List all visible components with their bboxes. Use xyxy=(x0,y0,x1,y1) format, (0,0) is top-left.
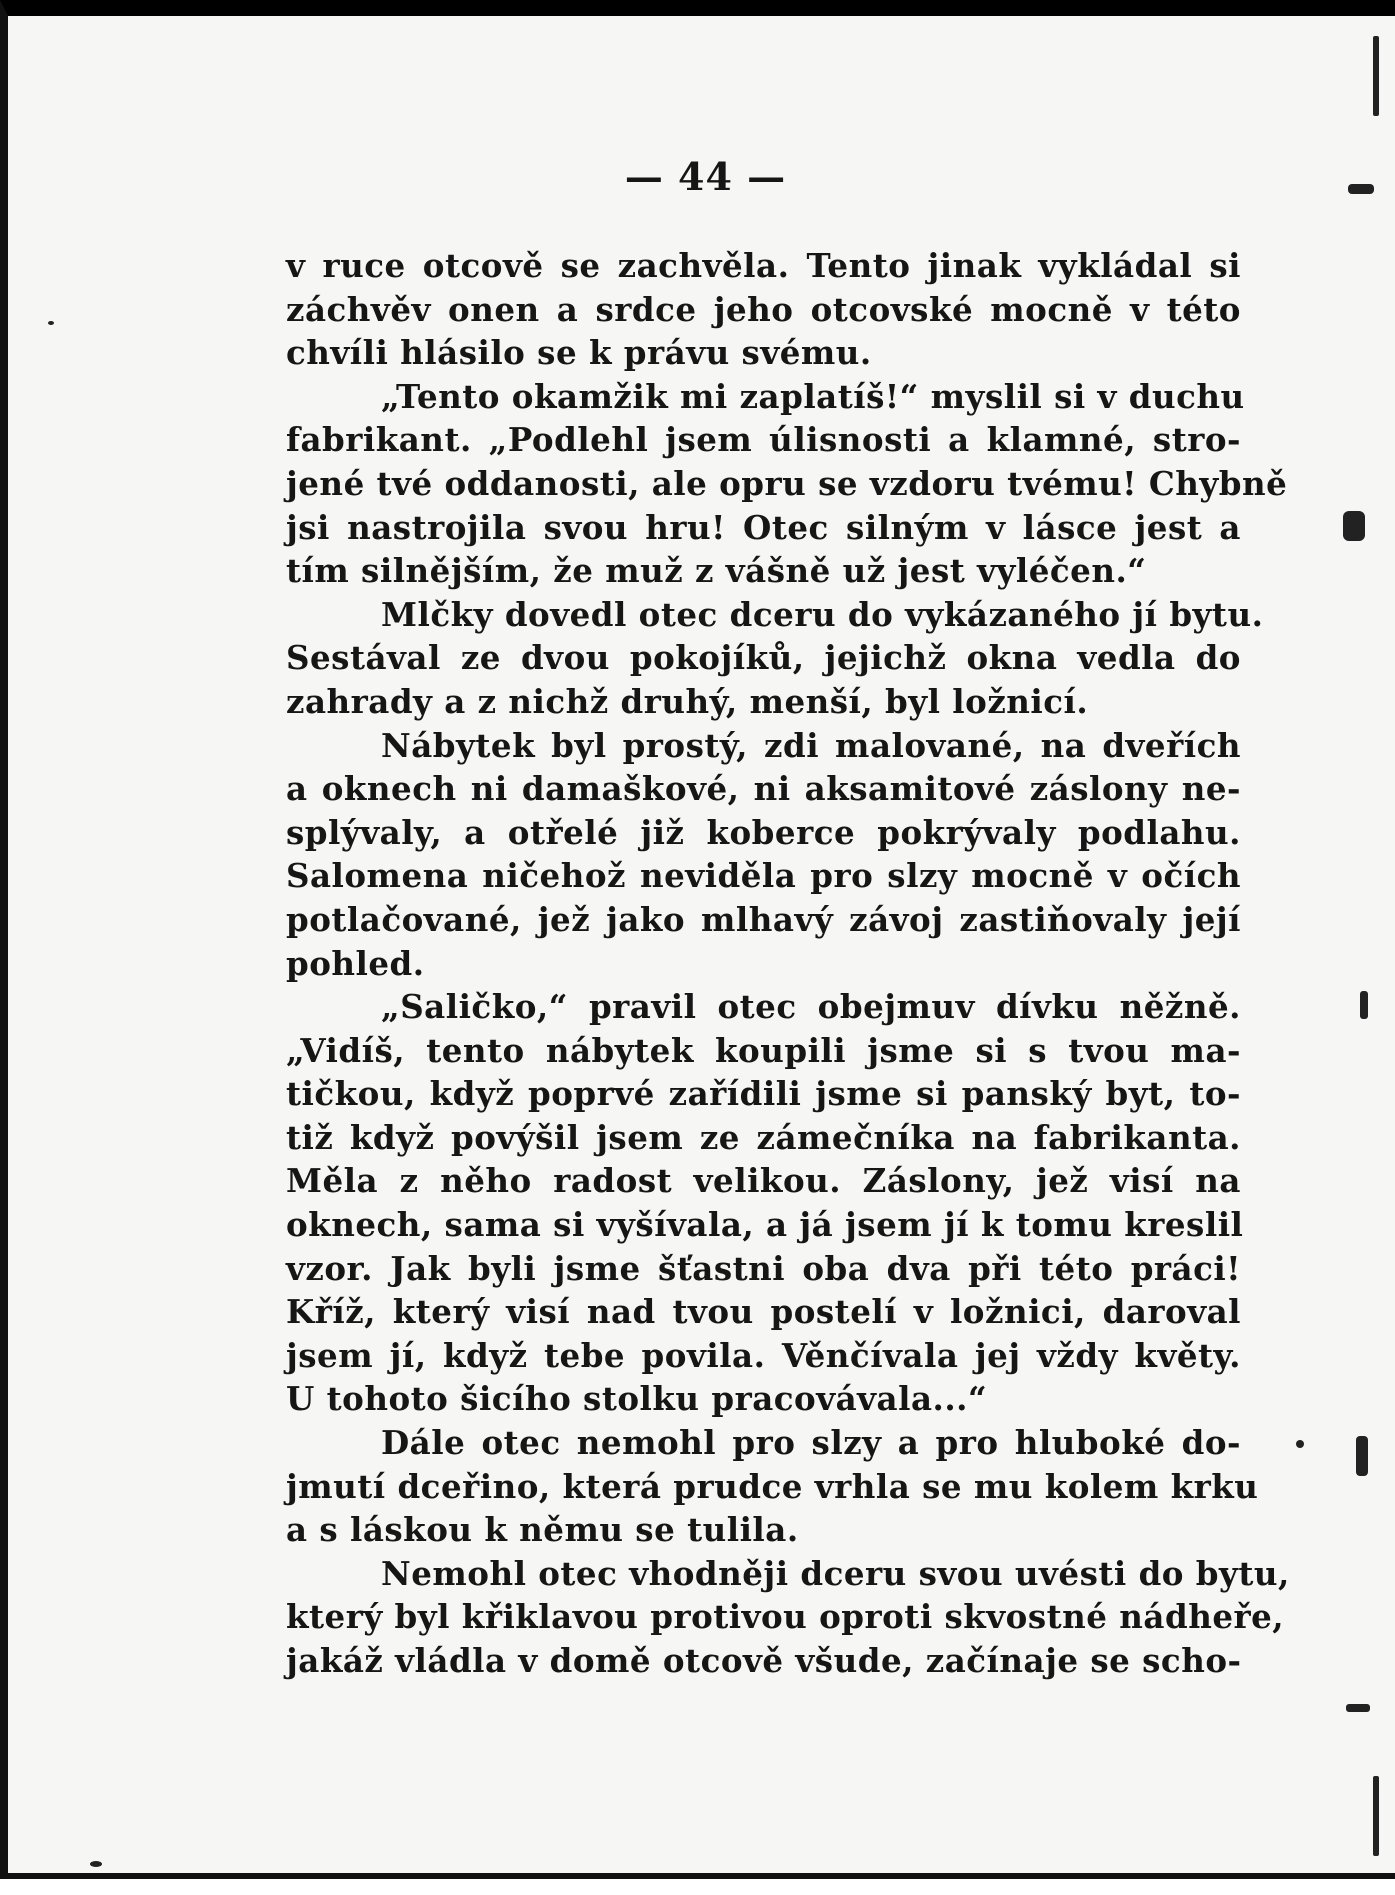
text-line: který byl křiklavou protivou oproti skvostné nádheře, xyxy=(286,1597,1285,1637)
text-line: zahrady a z nichž druhý, menší, byl ložnicí. xyxy=(286,681,1089,721)
text-line: potlačované, jež jako mlhavý závoj zastiňovaly její xyxy=(286,899,1241,939)
text-line: Měla z něho radost velikou. Záslony, jež visí na xyxy=(286,1161,1241,1201)
print-speck xyxy=(1346,1704,1370,1712)
text-line: jmutí dceřino, která prudce vrhla se mu kolem krku xyxy=(286,1466,1259,1506)
text-line: a oknech ni damaškové, ni aksamitové záslony ne- xyxy=(286,769,1241,809)
print-speck xyxy=(1296,1440,1304,1448)
text-line: Nemohl otec vhodněji dceru svou uvésti do bytu, xyxy=(381,1553,1290,1593)
text-line: tiž když povýšil jsem ze zámečníka na fabrikanta. xyxy=(286,1117,1241,1157)
text-line: Sestával ze dvou pokojíků, jejichž okna vedla do xyxy=(286,638,1241,678)
text-line: „Tento okamžik mi zaplatíš!“ myslil si v duchu xyxy=(381,376,1245,416)
text-line: tím silnějším, že muž z vášně už jest vyléčen.“ xyxy=(286,551,1147,591)
print-speck xyxy=(1373,1776,1379,1856)
text-line: U tohoto šicího stolku pracovávala...“ xyxy=(286,1379,988,1419)
text-line: „Saličko,“ pravil otec obejmuv dívku něžně. xyxy=(381,987,1241,1027)
print-speck xyxy=(1360,991,1368,1019)
print-speck xyxy=(1348,184,1374,194)
text-line: Kříž, který visí nad tvou postelí v ložnici, daroval xyxy=(286,1292,1241,1332)
text-line: vzor. Jak byli jsme šťastni oba dva při této práci! xyxy=(286,1248,1241,1288)
text-line: chvíli hlásilo se k právu svému. xyxy=(286,333,872,373)
text-line: „Vidíš, tento nábytek koupili jsme si s tvou ma- xyxy=(286,1030,1241,1070)
text-line: Nábytek byl prostý, zdi malované, na dveřích xyxy=(381,725,1241,765)
print-speck xyxy=(90,1861,102,1867)
text-line: záchvěv onen a srdce jeho otcovské mocně v této xyxy=(286,289,1241,329)
print-speck xyxy=(48,321,54,325)
text-line: fabrikant. „Podlehl jsem úlisnosti a klamné, stro- xyxy=(286,420,1241,460)
text-line: jsem jí, když tebe povila. Věnčívala jej vždy květy. xyxy=(286,1335,1241,1375)
text-line: Mlčky dovedl otec dceru do vykázaného jí bytu. xyxy=(381,594,1264,634)
text-line: tičkou, když poprvé zařídili jsme si panský byt, to- xyxy=(286,1074,1241,1114)
text-line: pohled. xyxy=(286,943,425,983)
print-speck xyxy=(1373,36,1379,116)
text-line: Salomena ničehož neviděla pro slzy mocně v očích xyxy=(286,856,1241,896)
text-line: a s láskou k němu se tulila. xyxy=(286,1510,799,1550)
text-line: Dále otec nemohl pro slzy a pro hluboké do- xyxy=(381,1423,1241,1463)
page-edge-shadow xyxy=(1335,16,1395,1895)
text-line: jsi nastrojila svou hru! Otec silným v lásce jest a xyxy=(286,507,1241,547)
print-speck xyxy=(1343,511,1365,541)
text-line: jakáž vládla v domě otcově všude, začínaje se scho- xyxy=(286,1641,1242,1680)
text-line: jené tvé oddanosti, ale opru se vzdoru tvému! Chybně xyxy=(286,463,1288,503)
text-line: splývaly, a otřelé již koberce pokrývaly podlahu. xyxy=(286,812,1241,852)
text-line: oknech, sama si vyšívala, a já jsem jí k tomu kreslil xyxy=(286,1205,1244,1245)
page-number: — 44 — xyxy=(624,154,787,199)
body-text xyxy=(286,244,1290,1683)
print-speck xyxy=(1356,1436,1368,1476)
text-line: v ruce otcově se zachvěla. Tento jinak vykládal si xyxy=(286,246,1241,285)
